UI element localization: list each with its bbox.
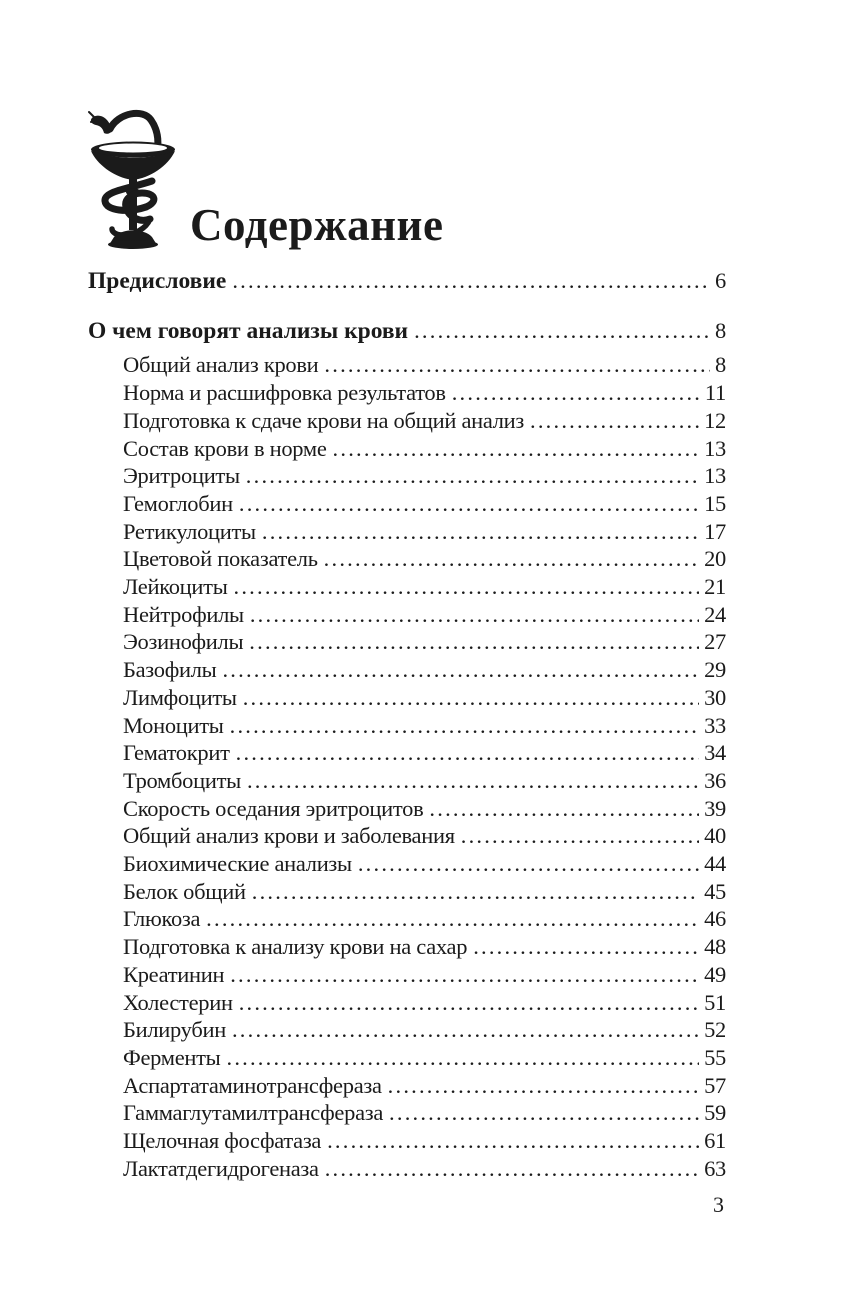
toc-entry	[88, 1016, 726, 1044]
dot-leader	[325, 1155, 699, 1183]
dot-leader	[429, 795, 699, 823]
dot-leader	[206, 905, 699, 933]
dot-leader	[452, 379, 700, 407]
dot-leader	[414, 317, 710, 345]
toc-entry-label: Тромбоциты	[123, 767, 241, 793]
toc-entry-page: 12	[704, 407, 726, 433]
dot-leader	[249, 628, 699, 656]
toc-entry-label: Ретикулоциты	[123, 518, 256, 544]
toc-entry	[88, 684, 726, 712]
dot-leader	[461, 822, 699, 850]
toc-entry-page: 39	[704, 795, 726, 821]
toc-entry-page: 8	[715, 352, 726, 378]
dot-leader	[247, 767, 699, 795]
toc-entry-label: Подготовка к анализу крови на сахар	[123, 934, 468, 960]
toc-entry-label: Цветовой показатель	[123, 546, 318, 572]
toc-entry	[88, 1127, 726, 1155]
toc-entry-label: Общий анализ крови и заболевания	[123, 823, 455, 849]
toc-entry	[88, 878, 726, 906]
dot-leader	[327, 1127, 699, 1155]
toc-entry-page: 11	[704, 380, 726, 406]
page-number: 3	[713, 1191, 724, 1217]
toc-entry-label: Щелочная фосфатаза	[123, 1128, 322, 1154]
dot-leader	[473, 933, 699, 961]
toc-entry-label: Креатинин	[123, 961, 225, 987]
toc-entry-label: О чем говорят анализы крови	[88, 317, 409, 344]
toc-entry	[88, 628, 726, 656]
toc-entry-label: Гемоглобин	[123, 490, 233, 516]
toc-entry	[88, 435, 726, 463]
toc-entry	[88, 712, 726, 740]
toc-entry	[88, 989, 726, 1017]
dot-leader	[243, 684, 699, 712]
toc-entry-page: 44	[704, 851, 726, 877]
toc-entry-page: 59	[704, 1100, 726, 1126]
toc-entry-label: Белок общий	[123, 878, 246, 904]
toc-entry-label: Ферменты	[123, 1044, 221, 1070]
toc-entry-page: 52	[704, 1017, 726, 1043]
dot-leader	[389, 1099, 699, 1127]
dot-leader	[234, 573, 700, 601]
toc-entry-page: 51	[704, 989, 726, 1015]
toc-entry	[88, 351, 726, 379]
toc-entry-label: Эозинофилы	[123, 629, 244, 655]
toc-entry-label: Биохимические анализы	[123, 851, 352, 877]
toc-entry-page: 21	[704, 574, 726, 600]
toc-entry-page: 6	[715, 268, 726, 293]
dot-leader	[333, 435, 700, 463]
toc-entry-page: 15	[704, 490, 726, 516]
toc-entry	[88, 1099, 726, 1127]
toc-entry	[88, 822, 726, 850]
toc-entry-page: 17	[704, 518, 726, 544]
toc-entry-label: Предисловие	[88, 268, 227, 294]
toc-entry-page: 30	[704, 684, 726, 710]
toc-entry-page: 36	[704, 767, 726, 793]
toc-entry-label: Базофилы	[123, 657, 217, 683]
dot-leader	[246, 462, 699, 490]
bowl-of-hygieia-icon	[88, 105, 178, 250]
toc-entry	[88, 905, 726, 933]
toc-entry-page: 13	[704, 435, 726, 461]
toc-entry-label: Эритроциты	[123, 463, 240, 489]
toc-entry-label: Норма и расшифровка результатов	[123, 380, 446, 406]
toc-entry	[88, 767, 726, 795]
toc-entry-label: Подготовка к сдаче крови на общий анализ	[123, 407, 525, 433]
toc-entry-page: 8	[715, 317, 726, 343]
toc-entry-page: 34	[704, 740, 726, 766]
dot-leader	[232, 267, 710, 295]
toc-entry-page: 20	[704, 546, 726, 572]
dot-leader	[236, 739, 699, 767]
toc-entry	[88, 573, 726, 601]
toc-entry	[88, 850, 726, 878]
dot-leader	[252, 878, 699, 906]
toc-entry-label: Скорость оседания эритроцитов	[123, 795, 424, 821]
dot-leader	[262, 518, 699, 546]
toc-entry-label: Нейтрофилы	[123, 601, 244, 627]
toc-entry-page: 55	[704, 1044, 726, 1070]
toc-entry-label: Состав крови в норме	[123, 435, 327, 461]
dot-leader	[324, 351, 710, 379]
toc-entry-page: 49	[704, 961, 726, 987]
toc-entry	[88, 407, 726, 435]
toc-entry	[88, 518, 726, 546]
toc-entry	[88, 379, 726, 407]
toc-entry	[88, 490, 726, 518]
toc-entry	[88, 545, 726, 573]
toc-entry-label: Моноциты	[123, 712, 224, 738]
toc-entry-label: Аспартатаминотрансфераза	[123, 1072, 382, 1098]
toc-entry	[88, 795, 726, 823]
dot-leader	[250, 601, 699, 629]
dot-leader	[230, 961, 699, 989]
toc-entry	[88, 462, 726, 490]
toc-entry	[88, 1155, 726, 1183]
page-title: Содержание	[190, 200, 444, 250]
dot-leader	[324, 545, 699, 573]
toc-entry-page: 13	[704, 463, 726, 489]
dot-leader	[388, 1072, 699, 1100]
toc-entry	[88, 267, 726, 296]
toc-entry	[88, 317, 726, 346]
toc-entry-page: 29	[704, 657, 726, 683]
toc-entry-page: 45	[704, 878, 726, 904]
page-footer	[88, 1191, 726, 1218]
toc-entry-label: Билирубин	[123, 1017, 226, 1043]
toc-entry-label: Лактатдегидрогеназа	[123, 1155, 319, 1181]
toc-entry-label: Общий анализ крови	[123, 352, 319, 378]
toc-entry-page: 40	[704, 823, 726, 849]
toc-entry	[88, 1072, 726, 1100]
toc-entry-page: 33	[704, 712, 726, 738]
dot-leader	[239, 989, 699, 1017]
toc-entry-label: Гаммаглутамилтрансфераза	[123, 1100, 384, 1126]
toc-entry-page: 48	[704, 934, 726, 960]
dot-leader	[227, 1044, 700, 1072]
toc-entry	[88, 656, 726, 684]
dot-leader	[358, 850, 699, 878]
toc-entry-page: 61	[704, 1128, 726, 1154]
dot-leader	[530, 407, 699, 435]
table-of-contents	[88, 267, 726, 1183]
toc-entry-label: Холестерин	[123, 989, 233, 1015]
toc-entry-page: 57	[704, 1072, 726, 1098]
toc-entry-label: Лейкоциты	[123, 574, 228, 600]
toc-entry	[88, 601, 726, 629]
toc-entry	[88, 739, 726, 767]
toc-entry	[88, 1044, 726, 1072]
toc-entry	[88, 961, 726, 989]
toc-entry-page: 46	[704, 906, 726, 932]
toc-entry-page: 63	[704, 1155, 726, 1181]
toc-entry-page: 24	[704, 601, 726, 627]
dot-leader	[230, 712, 699, 740]
toc-entry	[88, 933, 726, 961]
dot-leader	[239, 490, 699, 518]
toc-entry-label: Гематокрит	[123, 740, 230, 766]
dot-leader	[232, 1016, 699, 1044]
contents-header	[88, 105, 726, 250]
dot-leader	[222, 656, 699, 684]
toc-entry-label: Глюкоза	[123, 906, 201, 932]
toc-entry-page: 27	[704, 629, 726, 655]
toc-entry-label: Лимфоциты	[123, 684, 237, 710]
